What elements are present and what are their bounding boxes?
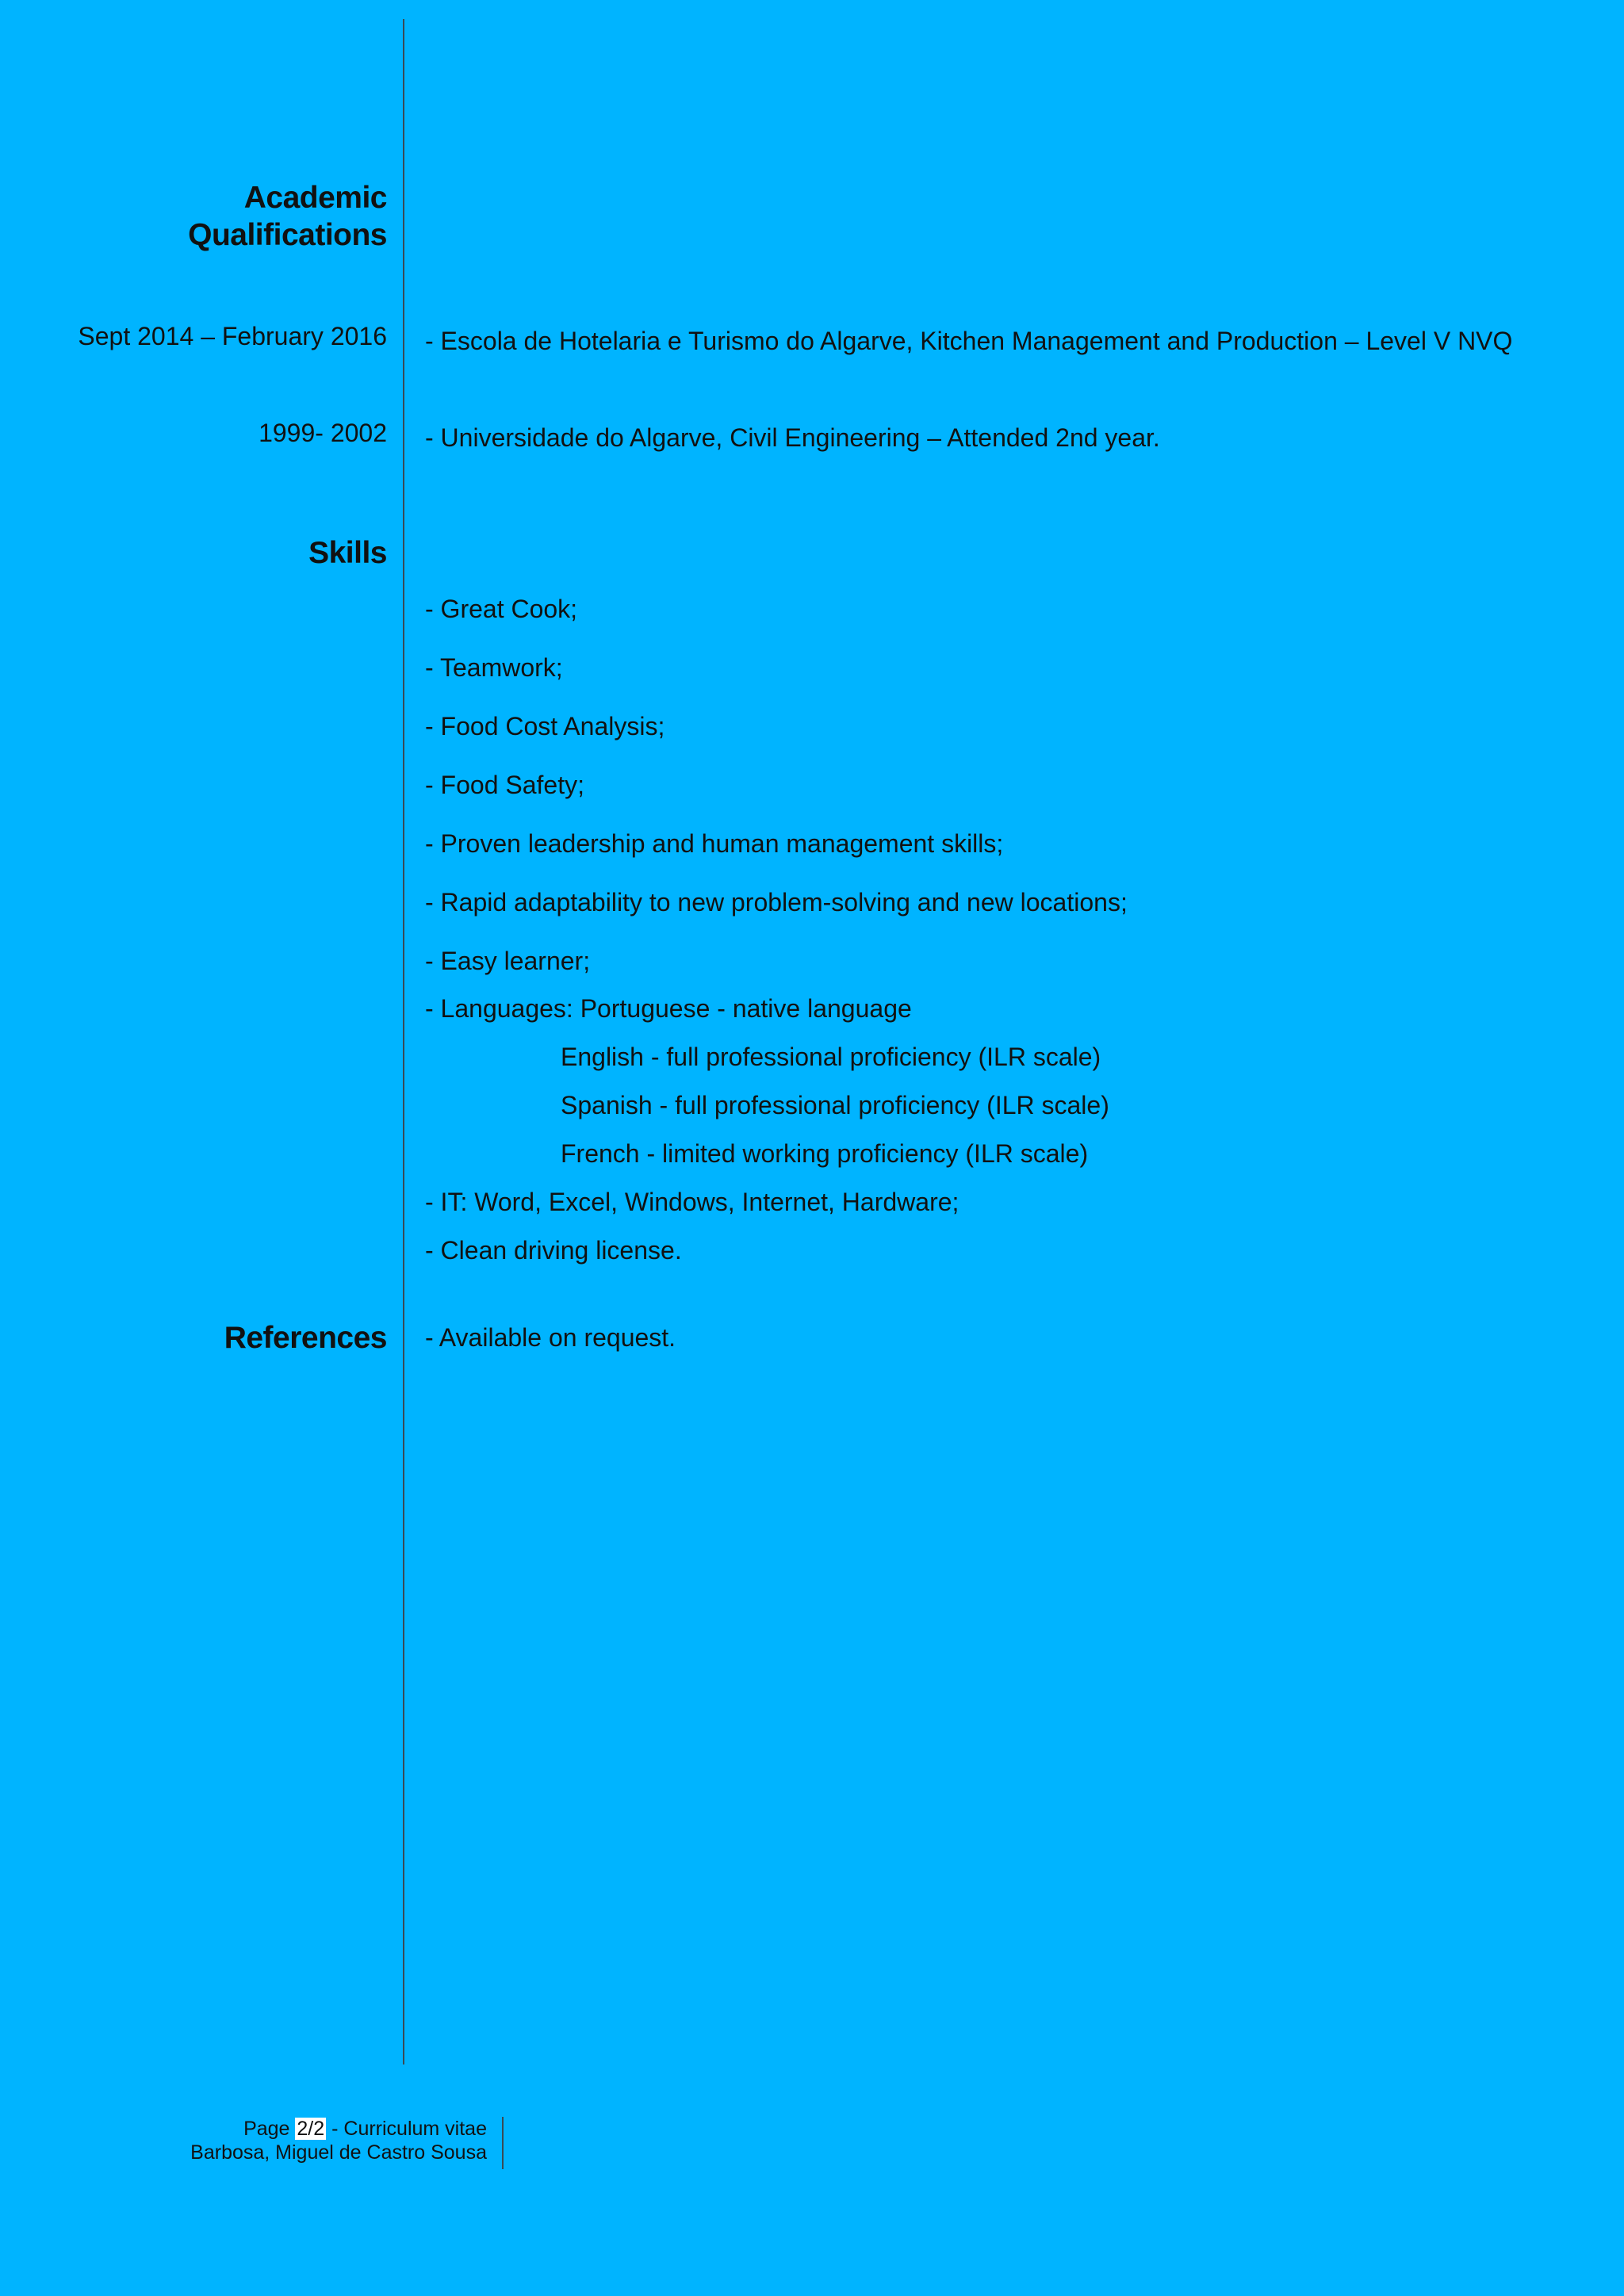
academic-entry-2-date: 1999- 2002	[259, 419, 387, 447]
skills-heading: Skills	[308, 536, 387, 570]
skill-language-french: French - limited working proficiency (ILR scale)	[561, 1139, 1089, 1168]
academic-qualifications-heading	[188, 179, 387, 254]
skill-item-it: - IT: Word, Excel, Windows, Internet, Hardware;	[425, 1188, 959, 1216]
academic-entry-2-text: - Universidade do Algarve, Civil Engineering – Attended 2nd year.	[425, 423, 1160, 452]
skill-item: - Easy learner;	[425, 947, 591, 975]
footer-author: Barbosa, Miguel de Castro Sousa	[190, 2141, 487, 2164]
footer-divider	[502, 2117, 504, 2169]
skill-item-languages: - Languages: Portuguese - native language	[425, 994, 912, 1023]
skill-item-driving: - Clean driving license.	[425, 1236, 682, 1265]
skill-item: - Great Cook;	[425, 595, 578, 623]
footer-page-label: Page	[243, 2118, 290, 2140]
footer-page-number: 2/2	[297, 2118, 325, 2140]
skill-item: - Food Cost Analysis;	[425, 712, 665, 740]
skill-item: - Food Safety;	[425, 771, 584, 799]
column-divider	[403, 19, 404, 2064]
academic-heading-line2: Qualifications	[188, 218, 387, 252]
skill-language-spanish: Spanish - full professional proficiency (ILR scale)	[561, 1091, 1109, 1119]
footer-separator: -	[326, 2118, 344, 2140]
footer-doc-title: Curriculum vitae	[343, 2118, 487, 2140]
academic-heading-line1: Academic	[243, 181, 387, 215]
references-heading: References	[224, 1321, 387, 1355]
footer-line-1	[190, 2117, 487, 2141]
skill-item: - Teamwork;	[425, 653, 563, 682]
skill-language-english: English - full professional proficiency (ILR scale)	[561, 1043, 1101, 1071]
skill-item: - Proven leadership and human management skills;	[425, 829, 1004, 858]
page-footer	[190, 2117, 487, 2164]
academic-entry-1-date: Sept 2014 – February 2016	[78, 322, 387, 350]
skill-item: - Rapid adaptability to new problem-solving and new locations;	[425, 888, 1128, 916]
references-text: - Available on request.	[425, 1323, 676, 1352]
academic-entry-1-text: - Escola de Hotelaria e Turismo do Algarve, Kitchen Management and Production – Level V NVQ	[425, 327, 1513, 355]
